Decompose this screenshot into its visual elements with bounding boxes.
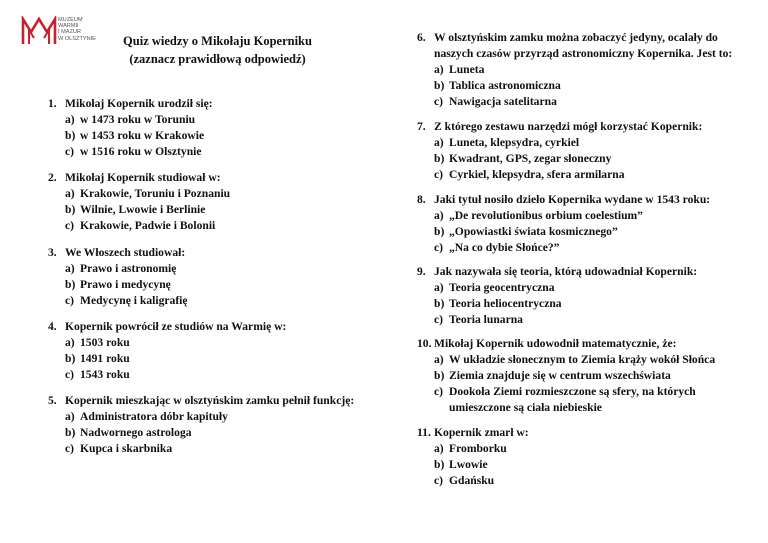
quiz-title: Quiz wiedzy o Mikołaju Koperniku bbox=[123, 34, 312, 48]
answer-option[interactable] bbox=[434, 151, 702, 167]
option-text: Teoria geocentryczna bbox=[449, 281, 555, 294]
option-letter: a) bbox=[65, 410, 75, 423]
option-letter: a) bbox=[434, 209, 444, 222]
question-number: 10. bbox=[417, 337, 432, 350]
option-letter: c) bbox=[434, 95, 444, 108]
option-text: Lwowie bbox=[449, 458, 488, 471]
option-letter: a) bbox=[434, 353, 444, 366]
question-text: Mikołaj Kopernik urodził się: bbox=[65, 97, 213, 110]
option-letter: a) bbox=[65, 113, 75, 126]
museum-logo bbox=[21, 16, 96, 50]
option-text: W układzie słonecznym to Ziemia krąży wokół Słońca bbox=[449, 353, 716, 366]
question-3 bbox=[48, 245, 188, 309]
question-text: Kopernik zmarł w: bbox=[434, 426, 529, 439]
question-2 bbox=[48, 170, 230, 234]
answer-option[interactable] bbox=[434, 62, 732, 78]
option-letter: b) bbox=[65, 352, 76, 365]
option-text: Ziemia znajduje się w centrum wszechświata bbox=[449, 369, 671, 382]
question-text: Kopernik mieszkając w olsztyńskim zamku pełnił funkcję: bbox=[65, 394, 355, 407]
question-1 bbox=[48, 96, 213, 160]
option-letter: b) bbox=[434, 369, 445, 382]
answer-option[interactable] bbox=[434, 208, 710, 224]
question-10 bbox=[417, 336, 715, 416]
option-letter: a) bbox=[65, 262, 75, 275]
option-text: „Na co dybie Słońce?” bbox=[449, 241, 560, 254]
option-letter: c) bbox=[65, 368, 75, 381]
answer-option[interactable] bbox=[434, 240, 710, 256]
question-text: Kopernik powrócił ze studiów na Warmię w: bbox=[65, 320, 287, 333]
option-letter: b) bbox=[434, 225, 445, 238]
option-text: Prawo i astronomię bbox=[80, 262, 177, 275]
answer-option[interactable] bbox=[434, 441, 529, 457]
question-number: 9. bbox=[417, 265, 426, 278]
option-letter: a) bbox=[65, 336, 75, 349]
option-text: Administratora dóbr kapituły bbox=[80, 410, 228, 423]
option-text: w 1453 roku w Krakowie bbox=[80, 129, 205, 142]
option-text: 1503 roku bbox=[80, 336, 130, 349]
question-number: 2. bbox=[48, 171, 57, 184]
answer-option[interactable] bbox=[434, 368, 715, 384]
option-text: 1491 roku bbox=[80, 352, 130, 365]
answer-option[interactable] bbox=[434, 224, 710, 240]
option-letter: b) bbox=[434, 79, 445, 92]
answer-option[interactable] bbox=[65, 112, 213, 128]
question-number: 1. bbox=[48, 97, 57, 110]
option-letter: c) bbox=[434, 385, 444, 398]
answer-option[interactable] bbox=[434, 352, 715, 368]
question-text: W olsztyńskim zamku można zobaczyć jedyny, ocalały do bbox=[434, 31, 718, 44]
logo-line: W OLSZTYNIE bbox=[58, 35, 96, 42]
answer-option[interactable] bbox=[65, 128, 213, 144]
question-text: Mikołaj Kopernik udowodnił matematycznie, że: bbox=[434, 337, 677, 350]
question-8 bbox=[417, 192, 710, 256]
answer-option[interactable] bbox=[434, 167, 702, 183]
answer-option[interactable] bbox=[65, 335, 286, 351]
option-text: „De revolutionibus orbium coelestium” bbox=[449, 209, 643, 222]
question-number: 5. bbox=[48, 394, 57, 407]
answer-option[interactable] bbox=[65, 218, 230, 234]
option-text: Luneta bbox=[449, 63, 485, 76]
option-text: Prawo i medycynę bbox=[80, 278, 171, 291]
question-5 bbox=[48, 393, 354, 457]
question-7 bbox=[417, 119, 702, 183]
option-letter: a) bbox=[434, 281, 444, 294]
question-text: Mikołaj Kopernik studiował w: bbox=[65, 171, 221, 184]
museum-logo-mark-icon bbox=[21, 16, 57, 46]
option-letter: b) bbox=[65, 203, 76, 216]
option-text-continued: umieszczone są ciała niebieskie bbox=[449, 401, 602, 414]
option-letter: a) bbox=[434, 63, 444, 76]
question-number: 11. bbox=[417, 426, 431, 439]
option-letter: c) bbox=[434, 241, 444, 254]
option-text: Fromborku bbox=[449, 442, 507, 455]
option-letter: a) bbox=[65, 187, 75, 200]
answer-option[interactable] bbox=[434, 135, 702, 151]
question-number: 3. bbox=[48, 246, 57, 259]
logo-line: MUZEUM bbox=[58, 17, 83, 23]
option-text: Teoria heliocentryczna bbox=[449, 297, 562, 310]
option-text: Nadwornego astrologa bbox=[80, 426, 192, 439]
option-text: Teoria lunarna bbox=[449, 313, 523, 326]
option-text: Kwadrant, GPS, zegar słoneczny bbox=[449, 152, 612, 165]
logo-line: I MAZUR bbox=[58, 29, 81, 36]
option-letter: c) bbox=[65, 219, 75, 232]
answer-option[interactable] bbox=[65, 409, 354, 425]
option-letter: b) bbox=[434, 458, 445, 471]
answer-option[interactable] bbox=[65, 277, 188, 293]
answer-option[interactable] bbox=[434, 296, 697, 312]
answer-option[interactable] bbox=[65, 441, 354, 457]
option-text: Kupca i skarbnika bbox=[80, 442, 173, 455]
answer-option[interactable] bbox=[434, 457, 529, 473]
option-letter: a) bbox=[434, 442, 444, 455]
option-text: Luneta, klepsydra, cyrkiel bbox=[449, 136, 580, 149]
option-text: Krakowie, Padwie i Bolonii bbox=[80, 219, 216, 232]
option-text: Wilnie, Lwowie i Berlinie bbox=[80, 203, 206, 216]
answer-option[interactable] bbox=[65, 293, 188, 309]
option-letter: c) bbox=[434, 474, 444, 487]
option-text: Cyrkiel, klepsydra, sfera armilarna bbox=[449, 168, 625, 181]
option-letter: c) bbox=[65, 145, 75, 158]
option-letter: c) bbox=[65, 442, 75, 455]
answer-option[interactable] bbox=[434, 384, 715, 400]
option-text: w 1516 roku w Olsztynie bbox=[80, 145, 202, 158]
option-letter: a) bbox=[434, 136, 444, 149]
option-text: w 1473 roku w Toruniu bbox=[80, 113, 196, 126]
answer-option[interactable] bbox=[65, 425, 354, 441]
option-text: Medycynę i kaligrafię bbox=[80, 294, 188, 307]
option-text: Nawigacja satelitarna bbox=[449, 95, 557, 108]
option-text: Gdańsku bbox=[449, 474, 495, 487]
option-text: 1543 roku bbox=[80, 368, 130, 381]
question-number: 4. bbox=[48, 320, 57, 333]
question-text-continued: naszych czasów przyrząd astronomiczny Kopernika. Jest to: bbox=[434, 47, 733, 60]
option-letter: c) bbox=[434, 313, 444, 326]
option-letter: b) bbox=[434, 152, 445, 165]
answer-option[interactable] bbox=[434, 280, 697, 296]
answer-option[interactable] bbox=[434, 94, 732, 110]
question-text: Z którego zestawu narzędzi mógł korzystać Kopernik: bbox=[434, 120, 703, 133]
question-4 bbox=[48, 319, 286, 383]
answer-option[interactable] bbox=[65, 261, 188, 277]
question-text: Jak nazywała się teoria, którą udowadniał Kopernik: bbox=[434, 265, 698, 278]
question-number: 7. bbox=[417, 120, 426, 133]
option-letter: b) bbox=[65, 129, 76, 142]
answer-option[interactable] bbox=[65, 367, 286, 383]
answer-option[interactable] bbox=[434, 78, 732, 94]
option-letter: b) bbox=[65, 426, 76, 439]
option-letter: b) bbox=[65, 278, 76, 291]
option-text: Krakowie, Toruniu i Poznaniu bbox=[80, 187, 231, 200]
option-text: Dookoła Ziemi rozmieszczone są sfery, na których bbox=[449, 385, 696, 398]
answer-option[interactable] bbox=[65, 144, 213, 160]
question-6 bbox=[417, 30, 732, 110]
option-letter: c) bbox=[434, 168, 444, 181]
question-9 bbox=[417, 264, 697, 328]
option-text: Tablica astronomiczna bbox=[449, 79, 561, 92]
answer-option[interactable] bbox=[65, 186, 230, 202]
answer-option[interactable] bbox=[434, 312, 697, 328]
quiz-subtitle: (zaznacz prawidłową odpowiedź) bbox=[129, 52, 306, 66]
option-text: „Opowiastki świata kosmicznego” bbox=[449, 225, 618, 238]
option-letter: b) bbox=[434, 297, 445, 310]
question-text: Jaki tytuł nosiło dzieło Kopernika wydane w 1543 roku: bbox=[434, 193, 711, 206]
answer-option[interactable] bbox=[434, 473, 529, 489]
question-number: 6. bbox=[417, 31, 426, 44]
question-11 bbox=[417, 425, 529, 489]
answer-option[interactable] bbox=[65, 202, 230, 218]
question-text: We Włoszech studiował: bbox=[65, 246, 186, 259]
question-number: 8. bbox=[417, 193, 426, 206]
answer-option[interactable] bbox=[65, 351, 286, 367]
option-letter: c) bbox=[65, 294, 75, 307]
logo-line: WARMII bbox=[58, 23, 79, 30]
